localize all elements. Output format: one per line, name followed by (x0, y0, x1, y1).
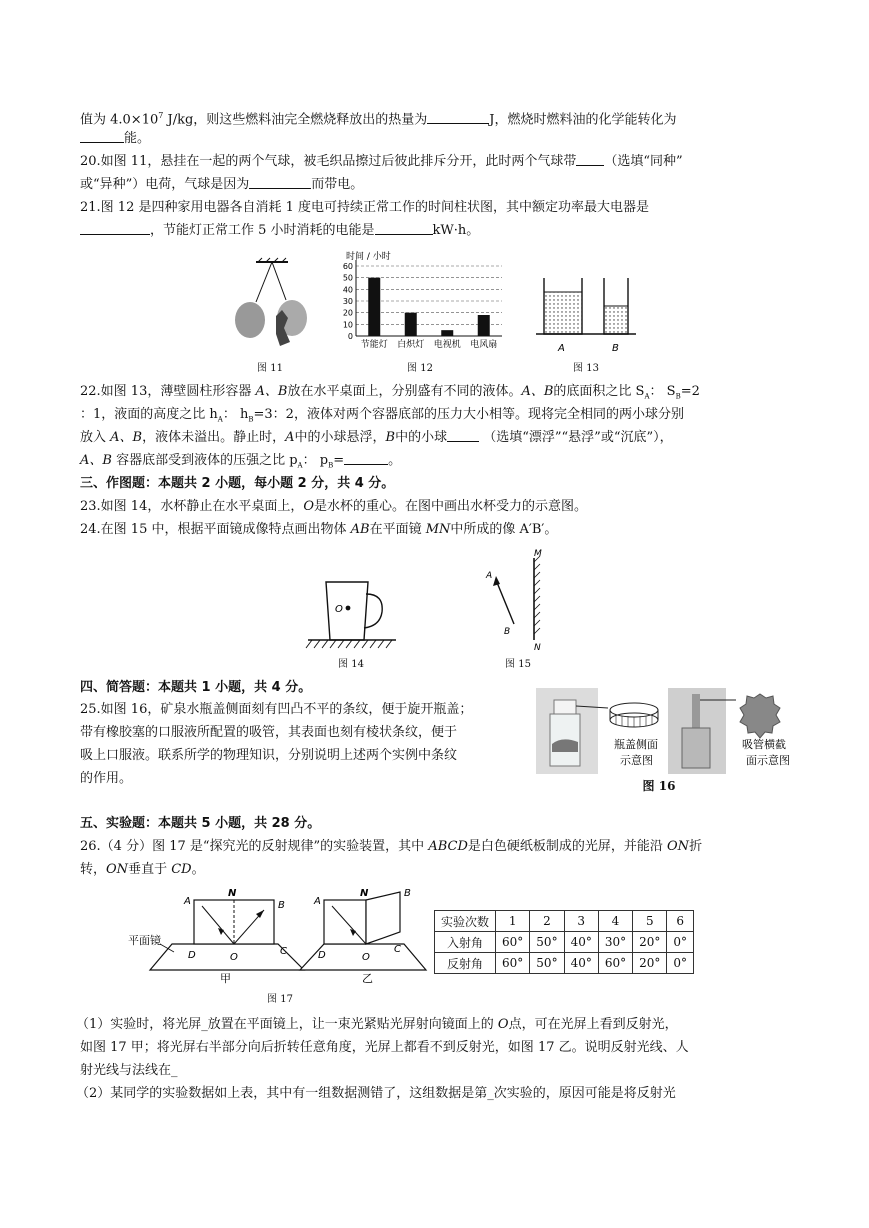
corner-d-label: D (188, 950, 196, 961)
answer-blank[interactable] (375, 222, 433, 235)
q26-2-line1: （2）某同学的实验数据如上表，其中有一组数据测错了，这组数据是第_次实验的，原因可能是将反射光 (76, 1086, 676, 1101)
corner-b-label: B (404, 888, 411, 899)
figure-caption: 图 17 (267, 994, 293, 1005)
setup-yi-label: 乙 (362, 972, 373, 985)
table-row: 入射角 60° 50° 40° 30° 20° 0° (435, 932, 694, 953)
q26-1-line1: （1）实验时，将光屏_放置在平面镜上，让一束光紧贴光屏射向镜面上的 O点，可在光屏上看到反射光， (76, 1017, 678, 1032)
answer-blank[interactable] (447, 429, 479, 442)
corner-a-label: A (314, 896, 321, 907)
q24-text: 24.在图 15 中，根据平面镜成像特点画出物体 AB在平面镜 MN中所成的像 A′B′。 (80, 522, 558, 537)
q25-line4: 的作用。 (80, 771, 133, 786)
x-category-label: 节能灯 (360, 340, 388, 350)
q26-1-line3: 射光线与法线在_ (80, 1063, 178, 1078)
bar (368, 278, 380, 336)
table-row: 实验次数 1 2 3 4 5 6 (435, 911, 694, 932)
mirror-end-n-label: N (534, 643, 541, 653)
answer-blank[interactable] (576, 153, 604, 166)
y-tick-label: 30 (342, 297, 353, 306)
plane-mirror-figure (478, 546, 548, 654)
cap-diagram-label: 瓶盖侧面 (614, 738, 658, 751)
x-category-label: 电视机 (433, 340, 461, 350)
mirror-end-m-label: M (534, 549, 542, 559)
y-tick-label: 0 (347, 332, 353, 341)
container-a-label: A (558, 343, 565, 354)
q19-line1: 值为 $4.0\times 10^7$ J/kg，则这些燃料油完全燃烧释放出的热量为 J，燃烧时燃料油的化学能转化为 (80, 111, 677, 128)
straw-diagram-label-2: 面示意图 (746, 754, 790, 767)
section-heading: 三、作图题：本题共 2 小题，每小题 2 分，共 4 分。 (80, 476, 395, 491)
y-tick-label: 20 (342, 308, 353, 318)
q23-text: 23.如图 14，水杯静止在水平桌面上，O是水杯的重心。在图中画出水杯受力的示意图。 (80, 499, 588, 514)
container-b-label: B (612, 343, 619, 354)
containers-figure (536, 278, 638, 362)
q25-line3: 吸上口服液。联系所学的物理知识，分别说明上述两个实例中条纹 (80, 748, 458, 763)
q20-line2: 或“异种”）电荷，气球是因为 而带电。 (80, 177, 364, 192)
section-heading: 四、简答题：本题共 1 小题，共 4 分。 (80, 680, 312, 695)
q26-line1: 26.（4 分）图 17 是“探究光的反射规律”的实验装置，其中 ABCD是白色硬纸板制成的光屏，并能沿 ON折 (80, 839, 703, 854)
figure-caption: 图 13 (573, 363, 599, 374)
cup-figure (302, 574, 402, 654)
corner-c-label: C (394, 944, 401, 955)
answer-blank[interactable] (344, 452, 388, 465)
reflection-apparatus-figure (128, 884, 428, 986)
corner-c-label: C (280, 946, 287, 957)
figure-caption: 图 16 (642, 779, 676, 793)
normal-n-label: N (360, 888, 369, 899)
straw-diagram-label: 吸管横截 (742, 738, 786, 751)
q21-line1: 21.图 12 是四种家用电器各自消耗 1 度电可持续正常工作的时间柱状图，其中额定功率最大电器是 (80, 200, 650, 215)
balloons-figure (228, 256, 320, 356)
q25-line2: 带有橡胶塞的口服液所配置的吸管，其表面也刻有棱状条纹，便于 (80, 725, 458, 740)
y-tick-label: 10 (342, 320, 353, 330)
q20-line1: 20.如图 11，悬挂在一起的两个气球，被毛织品擦过后彼此排斥分开，此时两个气球带 （选填“同种” (80, 154, 683, 169)
q22-line2: ：1，液面的高度之比 $h_A$： $h_B=3$：2，液体对两个容器底部的压力大小相等。现将完全相同的两小球分别 (80, 407, 684, 424)
bar (441, 330, 453, 336)
mirror-label: 平面镜 (128, 934, 161, 947)
table-row: 反射角 60° 50° 40° 60° 20° 0° (435, 953, 694, 974)
bar (405, 313, 417, 336)
cap-diagram-label-2: 示意图 (620, 754, 653, 767)
answer-blank[interactable] (80, 222, 150, 235)
q26-line2: 转，ON垂直于 CD。 (80, 862, 205, 877)
figure-caption: 图 12 (407, 363, 433, 374)
figure-caption: 图 14 (338, 659, 364, 670)
q22-line1: 22.如图 13，薄壁圆柱形容器 A、B放在水平桌面上，分别盛有不同的液体。A、B的底面积之比 $S_A$： $S_B=2$ (80, 384, 700, 401)
normal-n-label: N (228, 888, 237, 899)
answer-blank[interactable] (427, 111, 489, 124)
corner-d-label: D (318, 950, 326, 961)
figure-caption: 图 15 (505, 659, 531, 670)
bottle-and-straw-figure (536, 688, 794, 776)
corner-b-label: B (278, 900, 285, 911)
q22-line3: 放入 A、B，液体未溢出。静止时，A中的小球悬浮，B中的小球 （选填“漂浮”“悬浮”或“沉底”）， (80, 430, 673, 445)
bar-chart-figure (336, 250, 508, 358)
point-o-label: O (362, 952, 370, 963)
setup-jia-label: 甲 (220, 972, 231, 985)
y-tick-label: 60 (342, 262, 353, 271)
q26-1-line2: 如图 17 甲；将光屏右半部分向后折转任意角度，光屏上都看不到反射光，如图 17 乙。说明反射光线、人 (80, 1040, 689, 1055)
x-category-label: 电风扇 (470, 340, 498, 350)
y-tick-label: 50 (342, 273, 353, 283)
figure-caption: 图 11 (257, 363, 283, 374)
x-category-label: 白炽灯 (397, 340, 425, 350)
center-of-gravity-label: O (335, 604, 343, 615)
y-tick-label: 40 (342, 285, 353, 295)
data-table (434, 910, 694, 974)
q25-line1: 25.如图 16，矿泉水瓶盖侧面刻有凹凸不平的条纹，便于旋开瓶盖； (80, 702, 473, 717)
bar (478, 315, 490, 336)
chart-ylabel: 时间 / 小时 (346, 252, 391, 262)
point-o-label: O (230, 952, 238, 963)
corner-a-label: A (184, 896, 191, 907)
section-heading: 五、实验题：本题共 5 小题，共 28 分。 (80, 816, 321, 831)
point-a-label: A (486, 571, 493, 581)
point-b-label: B (504, 627, 511, 637)
q22-line4: A、B 容器底部受到液体的压强之比 $p_A$： $p_B=$ 。 (80, 453, 402, 470)
q19-line2: 能。 (80, 129, 150, 149)
answer-blank[interactable] (249, 176, 311, 189)
q21-line2: ，节能灯正常工作 5 小时消耗的电能是 kW·h。 (80, 221, 479, 241)
answer-blank[interactable] (80, 130, 124, 143)
